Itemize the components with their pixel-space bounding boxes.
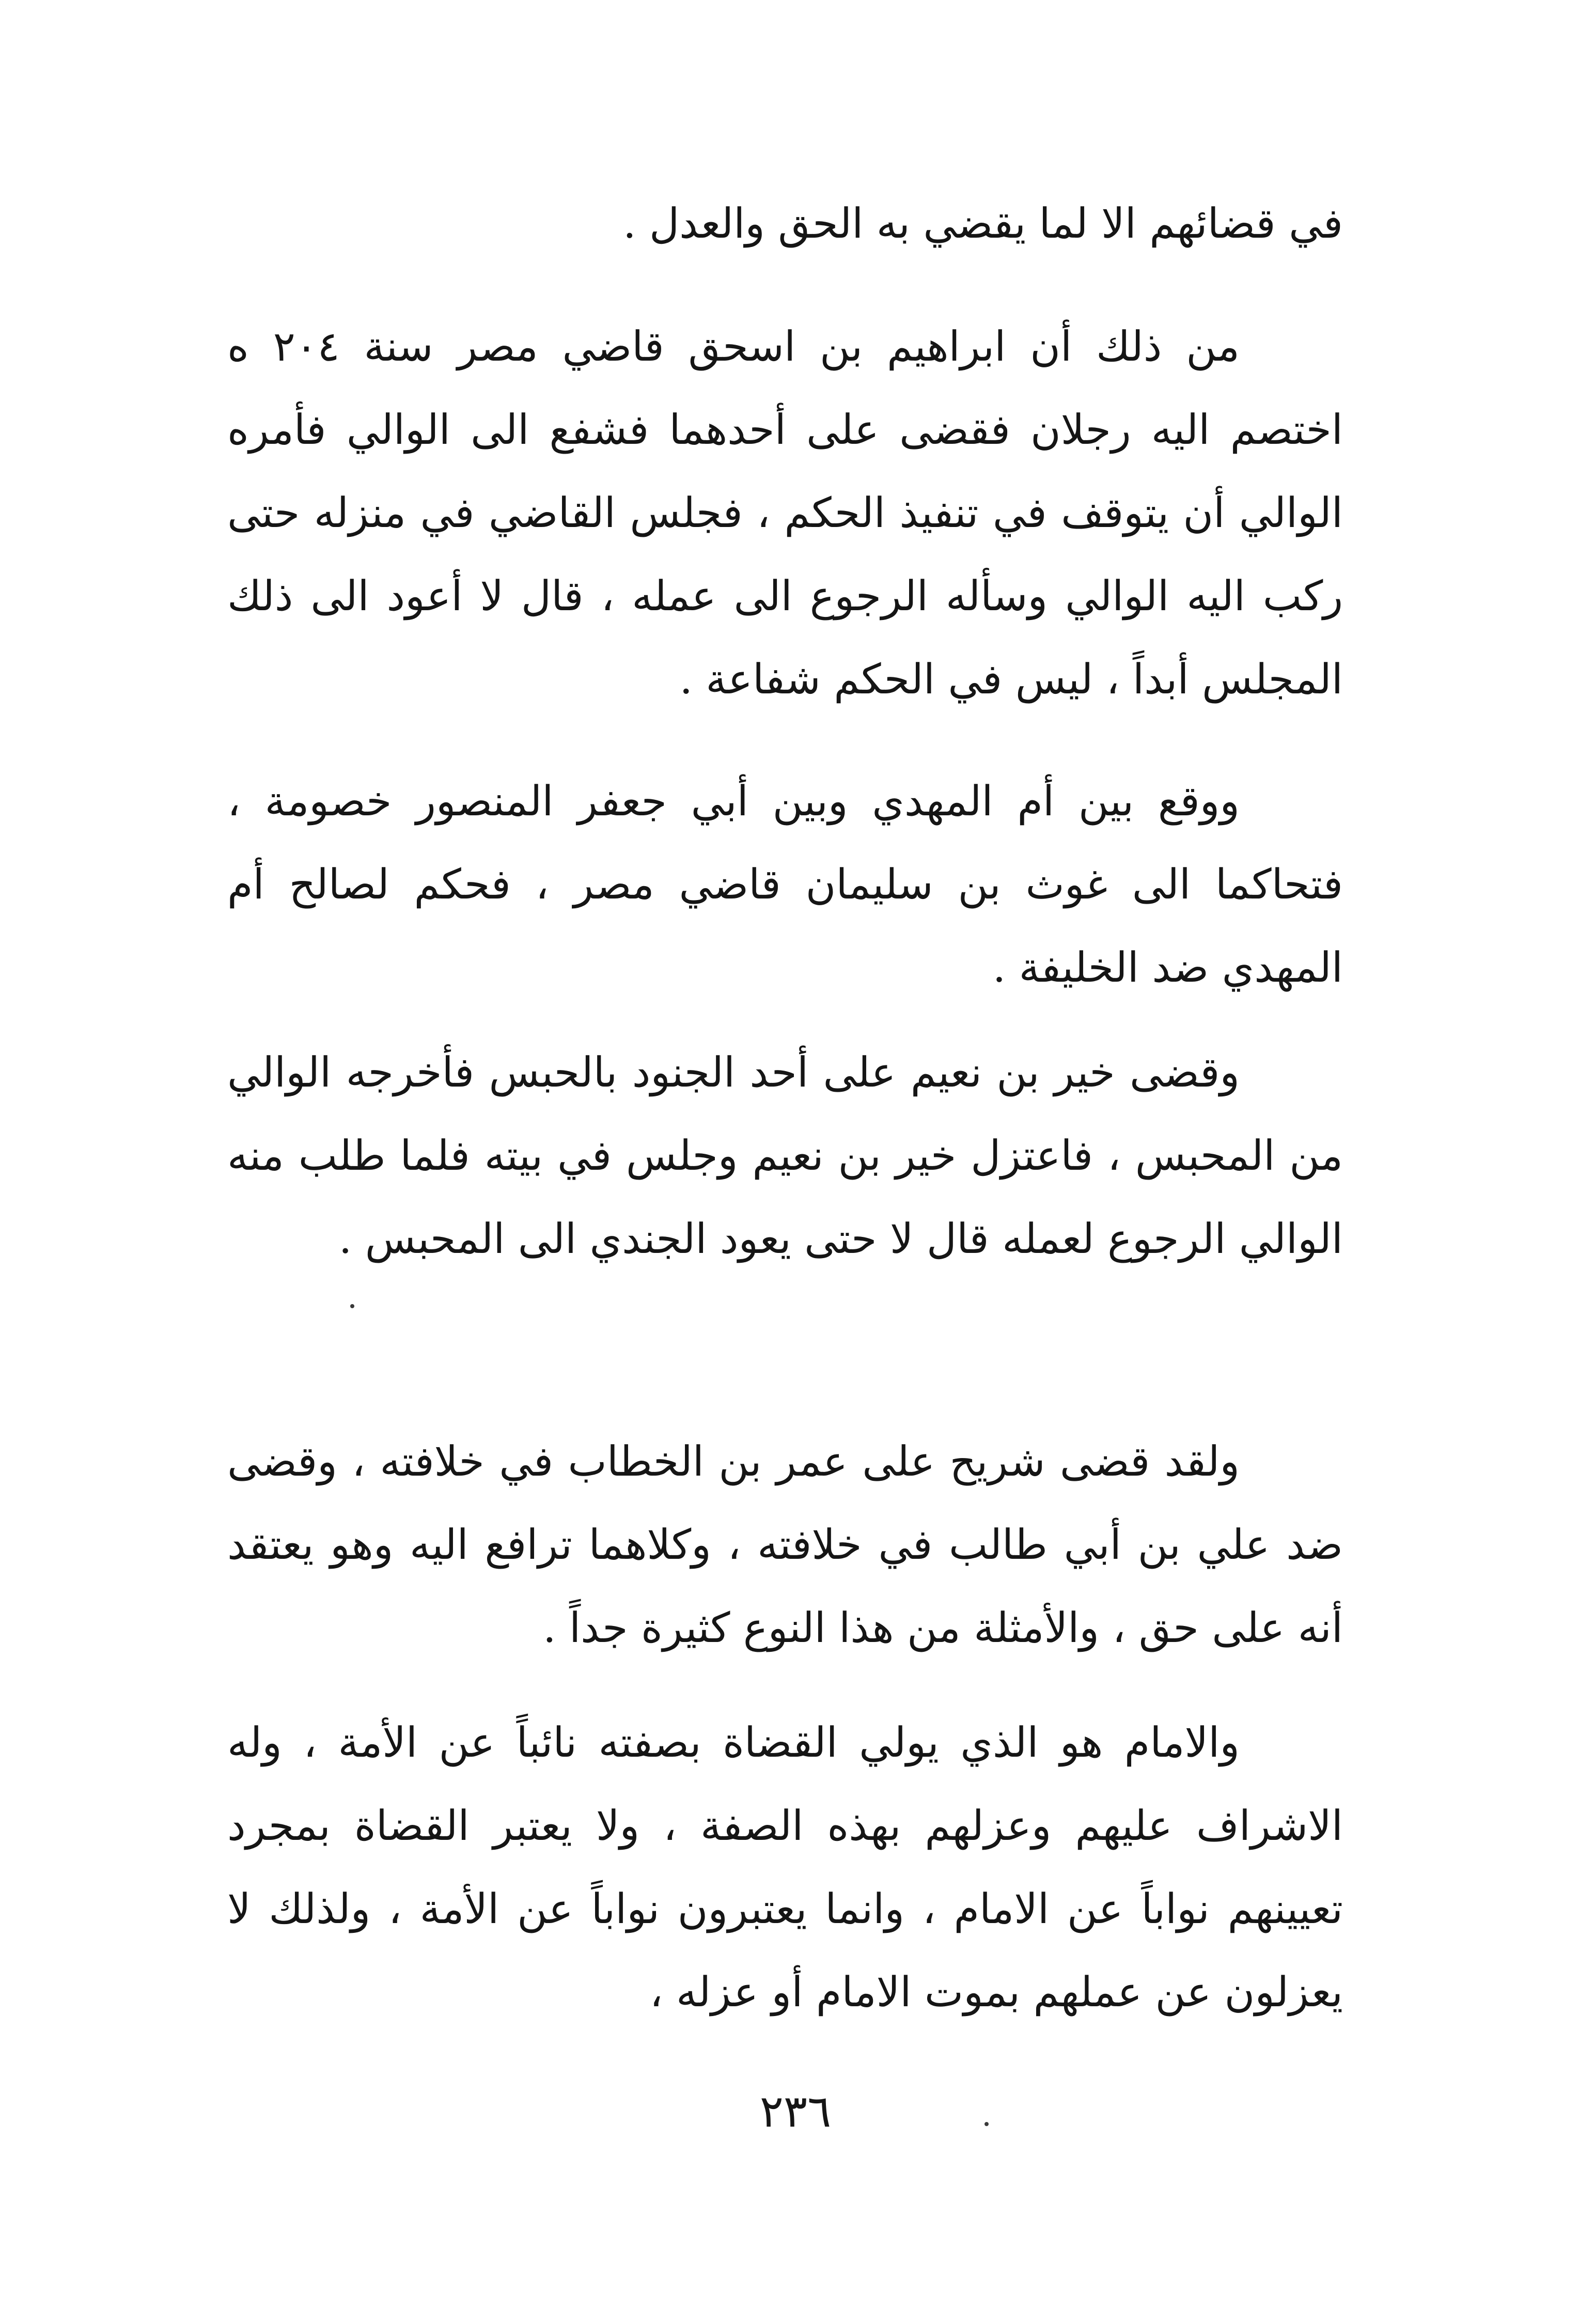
paragraph-imam-appoints-judges: والامام هو الذي يولي القضاة بصفته نائباً عن الأمة ، وله الاشراف عليهم وعزلهم بهذه الصفة ، ولا يعتبر القضاة بمجرد تعيينهم نواباً عن الامام ، وانما يعتبرون نواباً عن الأمة ، ولذلك لا يعزلون عن عملهم بموت الامام أو عزله ،: [227, 1718, 1343, 2016]
paragraph-ibrahim-ibn-ishaq: من ذلك أن ابراهيم بن اسحق قاضي مصر سنة ٢٠٤ ه اختصم اليه رجلان فقضى على أحدهما فشفع الى الوالي فأمره الوالي أن يتوقف في تنفيذ الحكم ، فجلس القاضي في منزله حتى ركب اليه الوالي وسأله الرجوع الى عمله ، قال لا أعود الى ذلك المجلس أبداً ، ليس في الحكم شفاعة .: [227, 322, 1343, 703]
paragraph-continuation: في قضائهم الا لما يقضي به الحق والعدل .: [623, 199, 1343, 247]
scan-speck: [984, 2122, 989, 2126]
page-number: ٢٣٦: [759, 2086, 832, 2137]
paragraph-khayr-ibn-nuaym: وقضى خير بن نعيم على أحد الجنود بالحبس فأخرجه الوالي من المحبس ، فاعتزل خير بن نعيم وجلس في بيته فلما طلب منه الوالي الرجوع لعمله قال لا حتى يعود الجندي الى المحبس .: [227, 1048, 1343, 1263]
paragraph-umm-al-mahdi: ووقع بين أم المهدي وبين أبي جعفر المنصور خصومة ، فتحاكما الى غوث بن سليمان قاضي مصر ، فحكم لصالح أم المهدي ضد الخليفة .: [227, 777, 1343, 991]
scan-speck: [350, 1304, 354, 1308]
paragraph-shurayh: ولقد قضى شريح على عمر بن الخطاب في خلافته ، وقضى ضد علي بن أبي طالب في خلافته ، وكلاهما ترافع اليه وهو يعتقد أنه على حق ، والأمثلة من هذا النوع كثيرة جداً .: [227, 1437, 1343, 1652]
